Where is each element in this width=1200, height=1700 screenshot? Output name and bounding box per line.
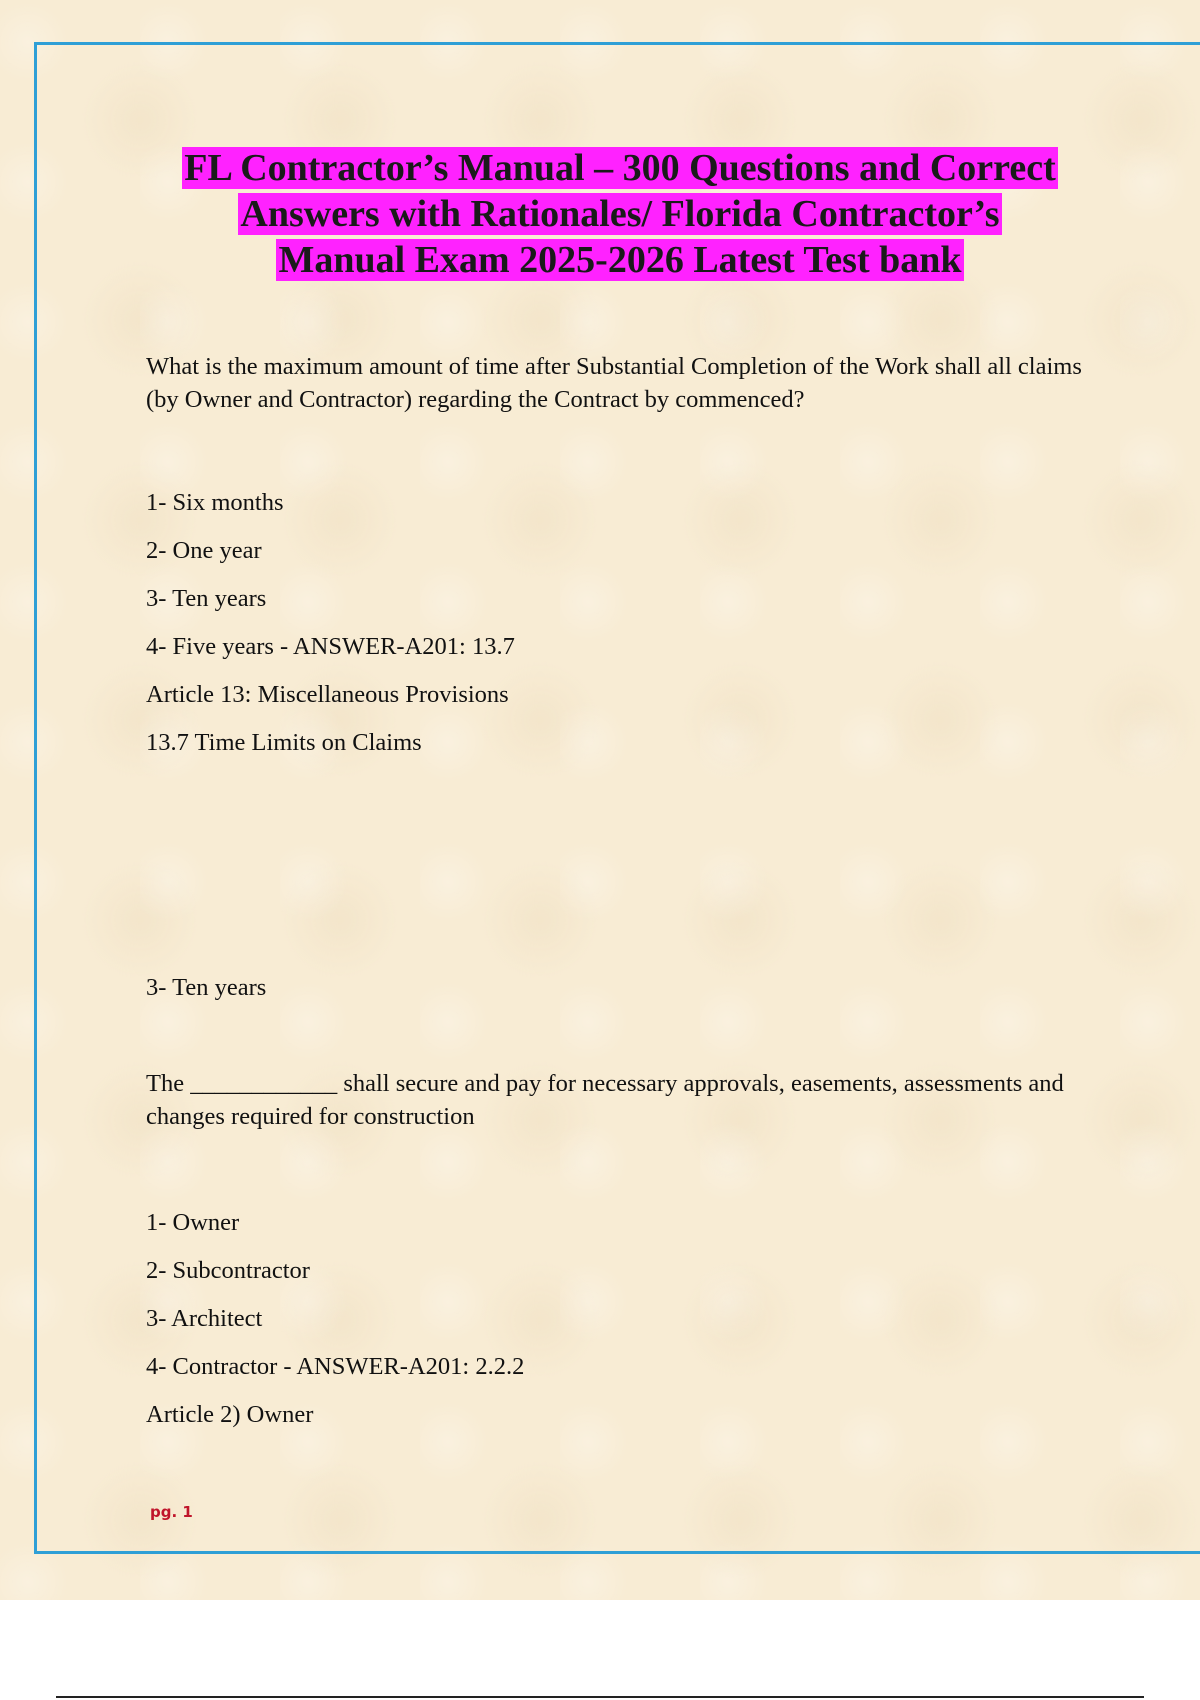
- question-2-rationale-article: Article 2) Owner: [146, 1401, 314, 1428]
- question-1-option-3: 3- Ten years: [146, 585, 267, 612]
- question-1-text: What is the maximum amount of time after Substantial Completion of the Work shall all claims (by Owner and Contractor) regarding the Contract by commenced?: [146, 353, 1082, 413]
- title-line-3: Manual Exam 2025-2026 Latest Test bank: [278, 239, 962, 281]
- page-number-label: pg. 1: [150, 1503, 193, 1521]
- footer-divider: [56, 1696, 1144, 1698]
- document-body: [146, 350, 1106, 1439]
- question-2-option-4: 4- Contractor - ANSWER-A201: 2.2.2: [146, 1353, 525, 1380]
- question-2-option-1: 1- Owner: [146, 1209, 240, 1236]
- title-line-1: FL Contractor’s Manual – 300 Questions and Correct: [184, 147, 1056, 189]
- question-1-option-2: 2- One year: [146, 537, 262, 564]
- question-1-rationale-section: 13.7 Time Limits on Claims: [146, 729, 422, 756]
- question-1-answer: 3- Ten years: [146, 974, 267, 1001]
- question-1-option-4: 4- Five years - ANSWER-A201: 13.7: [146, 633, 515, 660]
- question-1-option-1: 1- Six months: [146, 489, 284, 516]
- title-line-2: Answers with Rationales/ Florida Contractor’s: [240, 193, 1000, 235]
- question-1-rationale-article: Article 13: Miscellaneous Provisions: [146, 681, 509, 708]
- question-2-text: The ____________ shall secure and pay for necessary approvals, easements, assessments and changes required for construction: [146, 1070, 1064, 1130]
- question-2-option-3: 3- Architect: [146, 1305, 263, 1332]
- document-title: [60, 145, 1180, 283]
- question-2-option-2: 2- Subcontractor: [146, 1257, 310, 1284]
